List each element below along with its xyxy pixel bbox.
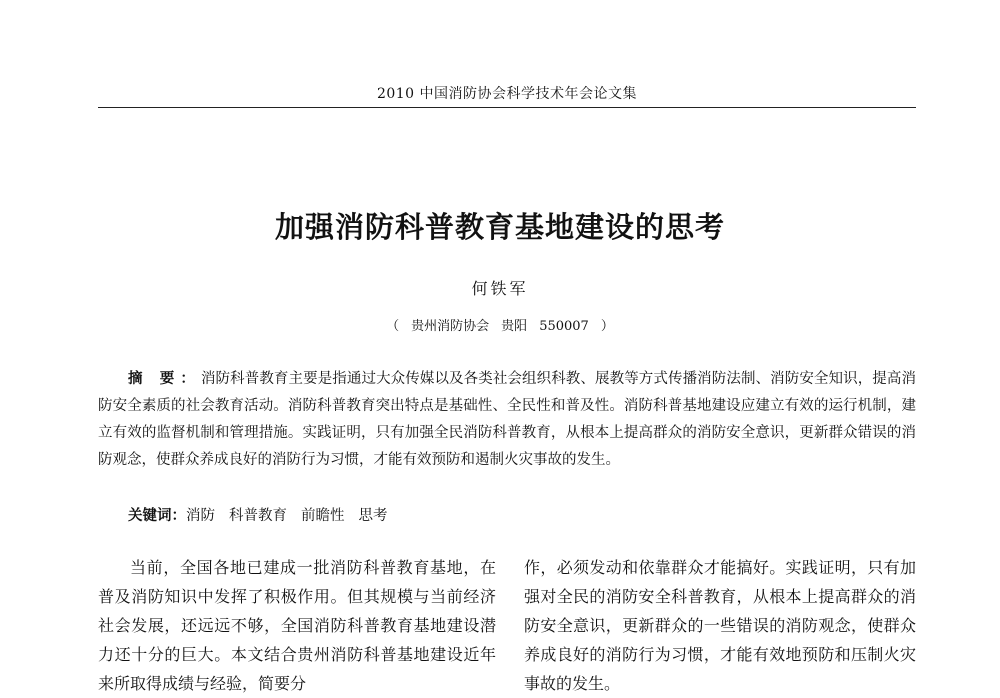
affiliation [0,315,1000,334]
affiliation-city: 贵阳 [501,319,528,334]
keywords-label: 关键词： [128,507,186,524]
author-name: 何铁军 [471,279,529,298]
abstract [98,365,916,474]
header-rule [98,107,916,108]
keywords [128,502,916,530]
abstract-text: 消防科普教育主要是指通过大众传媒以及各类社会组织科教、展教等方式传播消防法制、消防安全知识，提高消防安全素质的社会教育活动。消防科普教育突出特点是基础性、全民性和普及性。消防科普基地建设应建立有效的运行机制，建立有效的监督机制和管理措施。实践证明，只有加强全民消防科普教育，从根本上提高群众的消防安全意识，更新群众错误的消防观念，使群众养成良好的消防行为习惯，才能有效预防和遏制火灾事故的发生。 [98,371,916,468]
affiliation-org: 贵州消防协会 [411,319,490,334]
keyword: 思考 [358,508,388,524]
body-column-left: 当前，全国各地已建成一批消防科普教育基地，在普及消防知识中发挥了积极作用。但其规模与当前经济社会发展，还远远不够，全国消防科普教育基地建设潜力还十分的巨大。本文结合贵州消防科普基地建设近年来所取得成绩与经验，简要分 [98,558,496,693]
keyword: 科普教育 [229,508,287,524]
affiliation-close: ） [600,319,614,334]
abstract-label: 摘 要： [128,370,201,387]
keyword: 消防 [186,508,215,524]
affiliation-open: （ [386,319,400,334]
keyword: 前瞻性 [301,508,345,524]
paper-title: 加强消防科普教育基地建设的思考 [274,210,725,244]
running-head: 2010 中国消防协会科学技术年会论文集 [376,86,638,102]
body-column-right: 作，必须发动和依靠群众才能搞好。实践证明，只有加强对全民的消防安全科普教育，从根本上提高群众的消防安全意识，更新群众的一些错误的消防观念，使群众养成良好的消防行为习惯，才能有效地预防和压制火灾事故的发生。 [524,558,916,693]
affiliation-postcode: 550007 [539,319,589,334]
